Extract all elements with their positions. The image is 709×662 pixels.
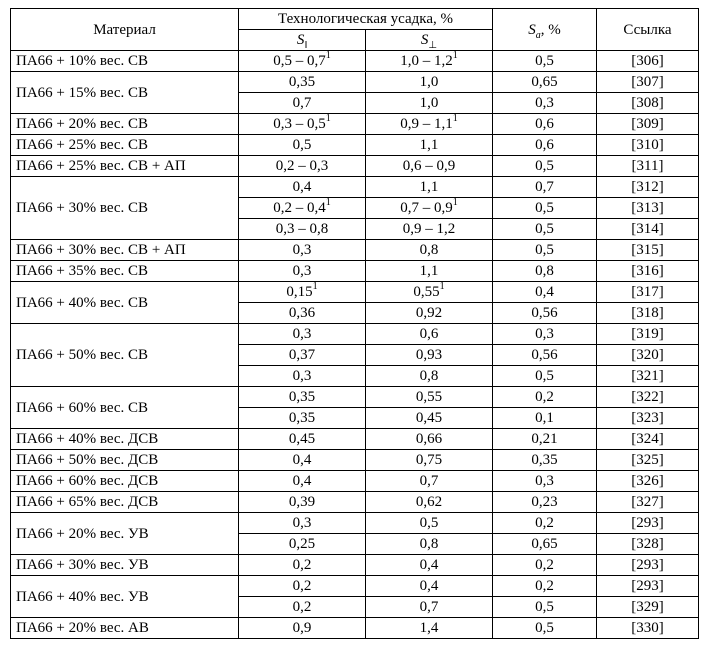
s-parallel-cell-value: 0,3 (292, 242, 312, 258)
sa-cell-value: 0,56 (531, 347, 558, 363)
s-parallel-symbol: S (296, 32, 305, 48)
sa-cell-value: 0,5 (535, 200, 554, 216)
s-parallel-cell-value: 0,3 (292, 263, 312, 279)
s-perp-cell-value: 1,1 (419, 179, 439, 195)
s-perp-cell-value: 0,9 – 1,2 (402, 221, 456, 237)
ref-cell-value: [319] (631, 326, 664, 342)
ref-cell (597, 513, 699, 534)
s-parallel-cell-value: 0,3 – 0,5 (273, 116, 326, 132)
sa-cell (493, 450, 597, 471)
s-parallel-cell-value: 0,3 (292, 368, 312, 384)
s-perp-cell (366, 618, 493, 639)
ref-cell-value: [316] (631, 263, 664, 279)
material-cell: ПА66 + 65% вес. ДСВ (11, 492, 239, 513)
s-parallel-cell-value: 0,2 (292, 557, 312, 573)
s-perp-cell-value: 0,75 (415, 452, 443, 468)
ref-cell (597, 555, 699, 576)
table-row (11, 156, 699, 177)
s-perp-cell-value: 1,4 (419, 620, 439, 636)
table-row (11, 450, 699, 471)
s-perp-cell (366, 555, 493, 576)
s-parallel-cell (239, 282, 366, 303)
s-parallel-cell (239, 114, 366, 135)
sa-cell-value: 0,8 (535, 263, 554, 279)
sa-cell-value: 0,5 (535, 620, 554, 636)
s-parallel-cell-value: 0,9 (292, 620, 312, 636)
s-parallel-cell (239, 576, 366, 597)
s-perp-cell (366, 219, 493, 240)
sa-cell (493, 177, 597, 198)
s-parallel-cell (239, 492, 366, 513)
s-perp-cell (366, 387, 493, 408)
sa-cell (493, 429, 597, 450)
s-perp-cell (366, 114, 493, 135)
ref-cell (597, 303, 699, 324)
s-parallel-cell-value: 0,3 (292, 326, 312, 342)
ref-cell-value: [325] (631, 452, 664, 468)
table-row (11, 576, 699, 597)
sa-cell (493, 513, 597, 534)
s-perp-cell-value: 0,7 (419, 599, 439, 615)
ref-cell (597, 471, 699, 492)
s-parallel-subscript: ‖ (304, 40, 308, 51)
s-perp-cell (366, 324, 493, 345)
ref-cell-value: [306] (631, 53, 664, 69)
sa-cell-value: 0,4 (535, 284, 554, 300)
s-perp-cell (366, 408, 493, 429)
material-cell: ПА66 + 50% вес. ДСВ (11, 450, 239, 471)
ref-cell (597, 93, 699, 114)
s-parallel-cell-value: 0,36 (288, 305, 316, 321)
sa-cell-value: 0,3 (535, 326, 554, 342)
s-parallel-cell-value: 0,37 (288, 347, 316, 363)
s-perp-cell (366, 450, 493, 471)
ref-cell-value: [313] (631, 200, 664, 216)
s-perp-cell (366, 240, 493, 261)
sa-cell-value: 0,23 (531, 494, 558, 510)
material-cell: ПА66 + 30% вес. СВ (11, 177, 239, 240)
sa-cell (493, 114, 597, 135)
s-perp-cell (366, 366, 493, 387)
s-perp-cell-value: 0,6 – 0,9 (402, 158, 456, 174)
sa-cell-value: 0,2 (535, 557, 554, 573)
ref-cell-value: [314] (631, 221, 664, 237)
sa-cell (493, 282, 597, 303)
ref-cell-value: [321] (631, 368, 664, 384)
s-parallel-cell-value: 0,4 (292, 179, 312, 195)
material-cell: ПА66 + 60% вес. СВ (11, 387, 239, 429)
s-parallel-cell-value: 0,5 – 0,7 (273, 53, 326, 69)
ref-cell (597, 534, 699, 555)
ref-cell (597, 240, 699, 261)
table-row (11, 135, 699, 156)
s-parallel-cell (239, 366, 366, 387)
ref-cell-value: [309] (631, 116, 664, 132)
s-parallel-cell (239, 135, 366, 156)
s-perp-cell (366, 156, 493, 177)
s-perp-cell-footnote: 1 (439, 281, 445, 292)
s-perp-cell-value: 0,7 (419, 473, 439, 489)
s-perp-cell (366, 471, 493, 492)
s-parallel-cell (239, 51, 366, 72)
material-cell: ПА66 + 15% вес. СВ (11, 72, 239, 114)
table-row (11, 282, 699, 303)
s-parallel-cell-value: 0,7 (292, 95, 312, 111)
material-cell: ПА66 + 35% вес. СВ (11, 261, 239, 282)
s-perp-cell-value: 0,55 (415, 389, 443, 405)
sa-cell (493, 51, 597, 72)
sa-cell (493, 240, 597, 261)
s-parallel-cell-footnote: 1 (325, 113, 331, 124)
ref-cell-value: [312] (631, 179, 664, 195)
ref-cell (597, 492, 699, 513)
s-parallel-cell (239, 534, 366, 555)
sa-subscript: a (535, 29, 541, 41)
ref-cell (597, 387, 699, 408)
ref-cell-value: [328] (631, 536, 664, 552)
s-perp-cell (366, 135, 493, 156)
header-row (11, 9, 699, 30)
sa-cell-value: 0,21 (531, 431, 558, 447)
s-parallel-header (239, 30, 366, 51)
s-perp-cell-value: 0,8 (419, 368, 439, 384)
s-perp-cell-value: 0,55 (413, 284, 440, 300)
table-row (11, 177, 699, 198)
ref-cell-value: [293] (631, 557, 664, 573)
ref-cell (597, 114, 699, 135)
ref-cell (597, 345, 699, 366)
ref-cell (597, 408, 699, 429)
s-perp-cell-value: 0,4 (419, 557, 439, 573)
s-perp-cell (366, 198, 493, 219)
ref-cell (597, 261, 699, 282)
ref-cell-value: [329] (631, 599, 664, 615)
s-parallel-cell (239, 72, 366, 93)
sa-cell-value: 0,5 (535, 158, 554, 174)
s-parallel-cell (239, 471, 366, 492)
s-perp-cell (366, 177, 493, 198)
s-parallel-cell (239, 450, 366, 471)
s-parallel-cell-value: 0,45 (288, 431, 316, 447)
sa-cell-value: 0,2 (535, 515, 554, 531)
s-perp-cell (366, 345, 493, 366)
s-parallel-cell-value: 0,4 (292, 473, 312, 489)
s-parallel-cell-value: 0,4 (292, 452, 312, 468)
s-parallel-cell-value: 0,15 (286, 284, 313, 300)
ref-cell (597, 429, 699, 450)
sa-cell (493, 156, 597, 177)
table-row (11, 114, 699, 135)
table-row (11, 72, 699, 93)
sa-cell-value: 0,5 (535, 368, 554, 384)
ref-cell-value: [327] (631, 494, 664, 510)
s-parallel-cell (239, 408, 366, 429)
ref-cell (597, 135, 699, 156)
s-perp-cell (366, 93, 493, 114)
sa-cell (493, 366, 597, 387)
s-parallel-cell-value: 0,3 – 0,8 (275, 221, 329, 237)
sa-cell-value: 0,5 (535, 599, 554, 615)
sa-cell (493, 408, 597, 429)
sa-cell (493, 135, 597, 156)
sa-cell-value: 0,2 (535, 578, 554, 594)
s-parallel-cell-value: 0,2 – 0,3 (275, 158, 329, 174)
ref-cell-value: [322] (631, 389, 664, 405)
material-cell: ПА66 + 25% вес. СВ + АП (11, 156, 239, 177)
s-perp-cell-value: 0,7 – 0,9 (400, 200, 453, 216)
shrinkage-header: Технологическая усадка, % (239, 9, 493, 30)
ref-cell (597, 282, 699, 303)
s-perp-cell-footnote: 1 (452, 50, 458, 61)
s-perp-cell-value: 0,66 (415, 431, 443, 447)
s-perp-cell (366, 303, 493, 324)
ref-cell-value: [308] (631, 95, 664, 111)
table-row (11, 555, 699, 576)
s-perp-cell (366, 576, 493, 597)
ref-cell (597, 177, 699, 198)
material-cell: ПА66 + 50% вес. СВ (11, 324, 239, 387)
s-parallel-cell-footnote: 1 (325, 197, 331, 208)
s-perp-cell-footnote: 1 (452, 113, 458, 124)
s-perp-header (366, 30, 493, 51)
s-parallel-cell (239, 555, 366, 576)
ref-cell (597, 618, 699, 639)
s-parallel-cell (239, 597, 366, 618)
s-parallel-cell (239, 324, 366, 345)
ref-cell-value: [311] (631, 158, 664, 174)
s-parallel-cell (239, 429, 366, 450)
sa-cell (493, 471, 597, 492)
s-perp-symbol: S (420, 32, 429, 48)
ref-cell (597, 51, 699, 72)
s-parallel-cell (239, 303, 366, 324)
material-cell: ПА66 + 40% вес. СВ (11, 282, 239, 324)
s-perp-cell-value: 1,0 (419, 74, 439, 90)
s-parallel-cell-value: 0,35 (288, 74, 316, 90)
material-cell: ПА66 + 10% вес. СВ (11, 51, 239, 72)
s-perp-cell-value: 0,9 – 1,1 (400, 116, 453, 132)
ref-cell-value: [324] (631, 431, 664, 447)
s-perp-cell-value: 0,62 (415, 494, 443, 510)
ref-cell (597, 156, 699, 177)
sa-cell (493, 618, 597, 639)
sa-cell-value: 0,6 (535, 137, 554, 153)
s-perp-cell-value: 1,1 (419, 263, 439, 279)
s-parallel-cell (239, 345, 366, 366)
material-cell: ПА66 + 60% вес. ДСВ (11, 471, 239, 492)
table-row (11, 387, 699, 408)
sa-unit: , % (540, 21, 561, 38)
ref-cell (597, 198, 699, 219)
sa-cell-value: 0,65 (531, 536, 558, 552)
sa-cell-value: 0,3 (535, 95, 554, 111)
s-parallel-cell (239, 261, 366, 282)
ref-cell-value: [330] (631, 620, 664, 636)
ref-cell-value: [293] (631, 578, 664, 594)
material-cell: ПА66 + 30% вес. СВ + АП (11, 240, 239, 261)
s-perp-cell (366, 282, 493, 303)
ref-cell-value: [318] (631, 305, 664, 321)
sa-cell-value: 0,3 (535, 473, 554, 489)
ref-cell (597, 72, 699, 93)
s-parallel-cell-footnote: 1 (312, 281, 318, 292)
ref-cell-value: [293] (631, 515, 664, 531)
s-parallel-cell-value: 0,5 (292, 137, 312, 153)
sa-cell (493, 387, 597, 408)
material-cell: ПА66 + 30% вес. УВ (11, 555, 239, 576)
s-perp-cell (366, 534, 493, 555)
table-row (11, 261, 699, 282)
material-cell: ПА66 + 20% вес. СВ (11, 114, 239, 135)
s-perp-cell-value: 0,8 (419, 536, 439, 552)
s-perp-cell-value: 0,92 (415, 305, 443, 321)
s-parallel-cell (239, 219, 366, 240)
ref-cell (597, 576, 699, 597)
ref-header: Ссылка (597, 9, 699, 51)
material-cell: ПА66 + 40% вес. УВ (11, 576, 239, 618)
s-perp-cell-value: 1,1 (419, 137, 439, 153)
ref-cell-value: [315] (631, 242, 664, 258)
sa-cell (493, 261, 597, 282)
s-parallel-cell (239, 513, 366, 534)
sa-cell-value: 0,5 (535, 53, 554, 69)
material-cell: ПА66 + 25% вес. СВ (11, 135, 239, 156)
table-row (11, 51, 699, 72)
material-cell: ПА66 + 20% вес. УВ (11, 513, 239, 555)
sa-cell-value: 0,7 (535, 179, 554, 195)
sa-cell (493, 303, 597, 324)
s-perp-cell-value: 0,4 (419, 578, 439, 594)
ref-cell (597, 450, 699, 471)
s-perp-cell (366, 429, 493, 450)
s-perp-cell-value: 0,93 (415, 347, 443, 363)
material-cell: ПА66 + 40% вес. ДСВ (11, 429, 239, 450)
ref-cell-value: [317] (631, 284, 664, 300)
s-perp-cell-value: 0,5 (419, 515, 439, 531)
table-body (11, 51, 699, 639)
table-row (11, 240, 699, 261)
sa-symbol: S (528, 21, 536, 38)
sa-cell (493, 576, 597, 597)
s-perp-cell (366, 51, 493, 72)
s-perp-cell (366, 513, 493, 534)
ref-cell-value: [320] (631, 347, 664, 363)
sa-cell-value: 0,2 (535, 389, 554, 405)
s-perp-cell-value: 0,6 (419, 326, 439, 342)
material-header: Материал (11, 9, 239, 51)
shrinkage-table (10, 8, 699, 639)
sa-cell (493, 72, 597, 93)
ref-cell (597, 597, 699, 618)
s-parallel-cell (239, 93, 366, 114)
s-parallel-cell-value: 0,3 (292, 515, 312, 531)
table-row (11, 429, 699, 450)
table-row (11, 492, 699, 513)
s-perp-cell (366, 492, 493, 513)
ref-cell-value: [310] (631, 137, 664, 153)
s-parallel-cell (239, 156, 366, 177)
sa-cell (493, 345, 597, 366)
sa-cell-value: 0,5 (535, 242, 554, 258)
s-parallel-cell-value: 0,2 – 0,4 (273, 200, 326, 216)
sa-cell (493, 534, 597, 555)
s-parallel-cell-value: 0,39 (288, 494, 316, 510)
s-parallel-cell-value: 0,35 (288, 389, 316, 405)
s-parallel-cell (239, 618, 366, 639)
s-parallel-cell (239, 198, 366, 219)
s-perp-cell-value: 1,0 – 1,2 (400, 53, 453, 69)
sa-cell (493, 219, 597, 240)
s-parallel-cell (239, 177, 366, 198)
ref-cell (597, 324, 699, 345)
sa-cell (493, 597, 597, 618)
s-parallel-cell-value: 0,35 (288, 410, 316, 426)
ref-cell (597, 219, 699, 240)
sa-cell (493, 198, 597, 219)
s-perp-cell-value: 1,0 (419, 95, 439, 111)
s-parallel-cell-value: 0,25 (288, 536, 316, 552)
s-perp-cell-footnote: 1 (452, 197, 458, 208)
sa-cell (493, 93, 597, 114)
sa-cell (493, 555, 597, 576)
sa-cell-value: 0,56 (531, 305, 558, 321)
s-perp-cell (366, 72, 493, 93)
s-parallel-cell (239, 387, 366, 408)
sa-cell-value: 0,6 (535, 116, 554, 132)
s-parallel-cell-footnote: 1 (325, 50, 331, 61)
table-row (11, 471, 699, 492)
ref-cell-value: [307] (631, 74, 664, 90)
s-perp-cell-value: 0,45 (415, 410, 443, 426)
ref-cell (597, 366, 699, 387)
sa-cell-value: 0,65 (531, 74, 558, 90)
s-perp-subscript: ⊥ (428, 40, 438, 51)
table-row (11, 324, 699, 345)
sa-cell (493, 324, 597, 345)
s-perp-cell (366, 261, 493, 282)
ref-cell-value: [326] (631, 473, 664, 489)
material-cell: ПА66 + 20% вес. АВ (11, 618, 239, 639)
sa-header (493, 9, 597, 51)
sa-cell (493, 492, 597, 513)
table-row (11, 513, 699, 534)
s-parallel-cell (239, 240, 366, 261)
s-parallel-cell-value: 0,2 (292, 599, 312, 615)
table-row (11, 618, 699, 639)
sa-cell-value: 0,35 (531, 452, 558, 468)
sa-cell-value: 0,5 (535, 221, 554, 237)
ref-cell-value: [323] (631, 410, 664, 426)
sa-cell-value: 0,1 (535, 410, 554, 426)
s-parallel-cell-value: 0,2 (292, 578, 312, 594)
s-perp-cell-value: 0,8 (419, 242, 439, 258)
s-perp-cell (366, 597, 493, 618)
